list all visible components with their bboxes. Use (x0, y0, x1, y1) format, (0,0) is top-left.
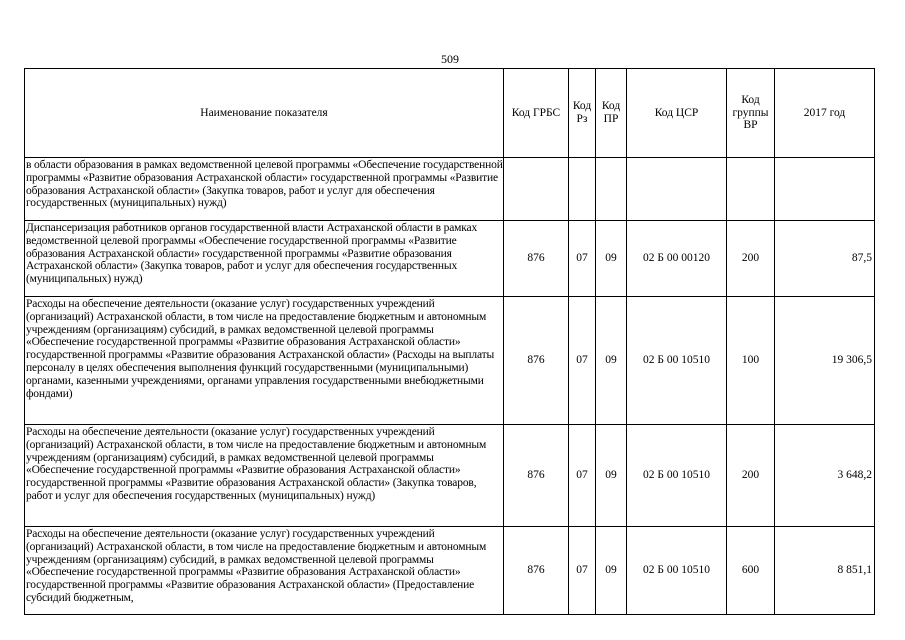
row-grbs: 876 (504, 221, 569, 297)
row-rz: 07 (569, 221, 596, 297)
header-row (25, 69, 875, 158)
row-csr: 02 Б 00 00120 (627, 221, 727, 297)
header-grbs: Код ГРБС (504, 69, 569, 158)
row-value: 8 851,1 (775, 527, 875, 615)
table-row (25, 158, 875, 221)
row-rz: 07 (569, 425, 596, 527)
table-row (25, 425, 875, 527)
row-value: 19 306,5 (775, 297, 875, 425)
row-vr: 200 (727, 221, 775, 297)
row-grbs (504, 158, 569, 221)
row-value: 87,5 (775, 221, 875, 297)
row-vr: 100 (727, 297, 775, 425)
row-csr (627, 158, 727, 221)
row-rz (569, 158, 596, 221)
header-name: Наименование показателя (25, 69, 504, 158)
budget-table (24, 68, 875, 615)
row-vr: 600 (727, 527, 775, 615)
row-pr: 09 (596, 297, 627, 425)
table-row (25, 221, 875, 297)
row-vr: 200 (727, 425, 775, 527)
row-grbs: 876 (504, 297, 569, 425)
row-rz: 07 (569, 527, 596, 615)
table-row (25, 297, 875, 425)
header-csr: Код ЦСР (627, 69, 727, 158)
row-pr (596, 158, 627, 221)
header-year: 2017 год (775, 69, 875, 158)
row-name: Расходы на обеспечение деятельности (оказание услуг) государственных учреждений (организаций) Астраханской области, в том числе на предоставление бюджетным и автономным учреждениям (организациям) субсидий, в рамках ведомственной целевой программы «Обеспечение государственной программы «Развитие образования Астраханской области» государственной программы «Развитие образования Астраханской области» (Предоставление субсидий бюджетным, (25, 527, 504, 615)
row-csr: 02 Б 00 10510 (627, 297, 727, 425)
row-csr: 02 Б 00 10510 (627, 425, 727, 527)
row-pr: 09 (596, 527, 627, 615)
row-pr: 09 (596, 221, 627, 297)
header-pr: Код ПР (596, 69, 627, 158)
row-value (775, 158, 875, 221)
row-name: Диспансеризация работников органов государственной власти Астраханской области в рамках ведомственной целевой программы «Обеспечение государственной программы «Развитие образования Астраханской области» государственной программы «Развитие образования Астраханской области» (Закупка товаров, работ и услуг для обеспечения государственных (муниципальных) нужд) (25, 221, 504, 297)
row-value: 3 648,2 (775, 425, 875, 527)
row-rz: 07 (569, 297, 596, 425)
row-grbs: 876 (504, 527, 569, 615)
row-name: в области образования в рамках ведомственной целевой программы «Обеспечение государственной программы «Развитие образования Астраханской области» государственной программы «Развитие образования Астраханской области» (Закупка товаров, работ и услуг для обеспечения государственных (муниципальных) нужд) (25, 158, 504, 221)
table-row (25, 527, 875, 615)
header-rz: Код Рз (569, 69, 596, 158)
row-csr: 02 Б 00 10510 (627, 527, 727, 615)
row-name: Расходы на обеспечение деятельности (оказание услуг) государственных учреждений (организаций) Астраханской области, в том числе на предоставление бюджетным и автономным учреждениям (организациям) субсидий, в рамках ведомственной целевой программы «Обеспечение государственной программы «Развитие образования Астраханской области» государственной программы «Развитие образования Астраханской области» (Расходы на выплаты персоналу в целях обеспечения выполнения функций государственными (муниципальными) органами, казенными учреждениями, органами управления государственными внебюджетными фондами) (25, 297, 504, 425)
row-name: Расходы на обеспечение деятельности (оказание услуг) государственных учреждений (организаций) Астраханской области, в том числе на предоставление бюджетным и автономным учреждениям (организациям) субсидий, в рамках ведомственной целевой программы «Обеспечение государственной программы «Развитие образования Астраханской области» государственной программы «Развитие образования Астраханской области» (Закупка товаров, работ и услуг для обеспечения государственных (муниципальных) нужд) (25, 425, 504, 527)
row-pr: 09 (596, 425, 627, 527)
row-vr (727, 158, 775, 221)
row-grbs: 876 (504, 425, 569, 527)
page-number: 509 (441, 52, 459, 66)
header-vr: Код группы ВР (727, 69, 775, 158)
